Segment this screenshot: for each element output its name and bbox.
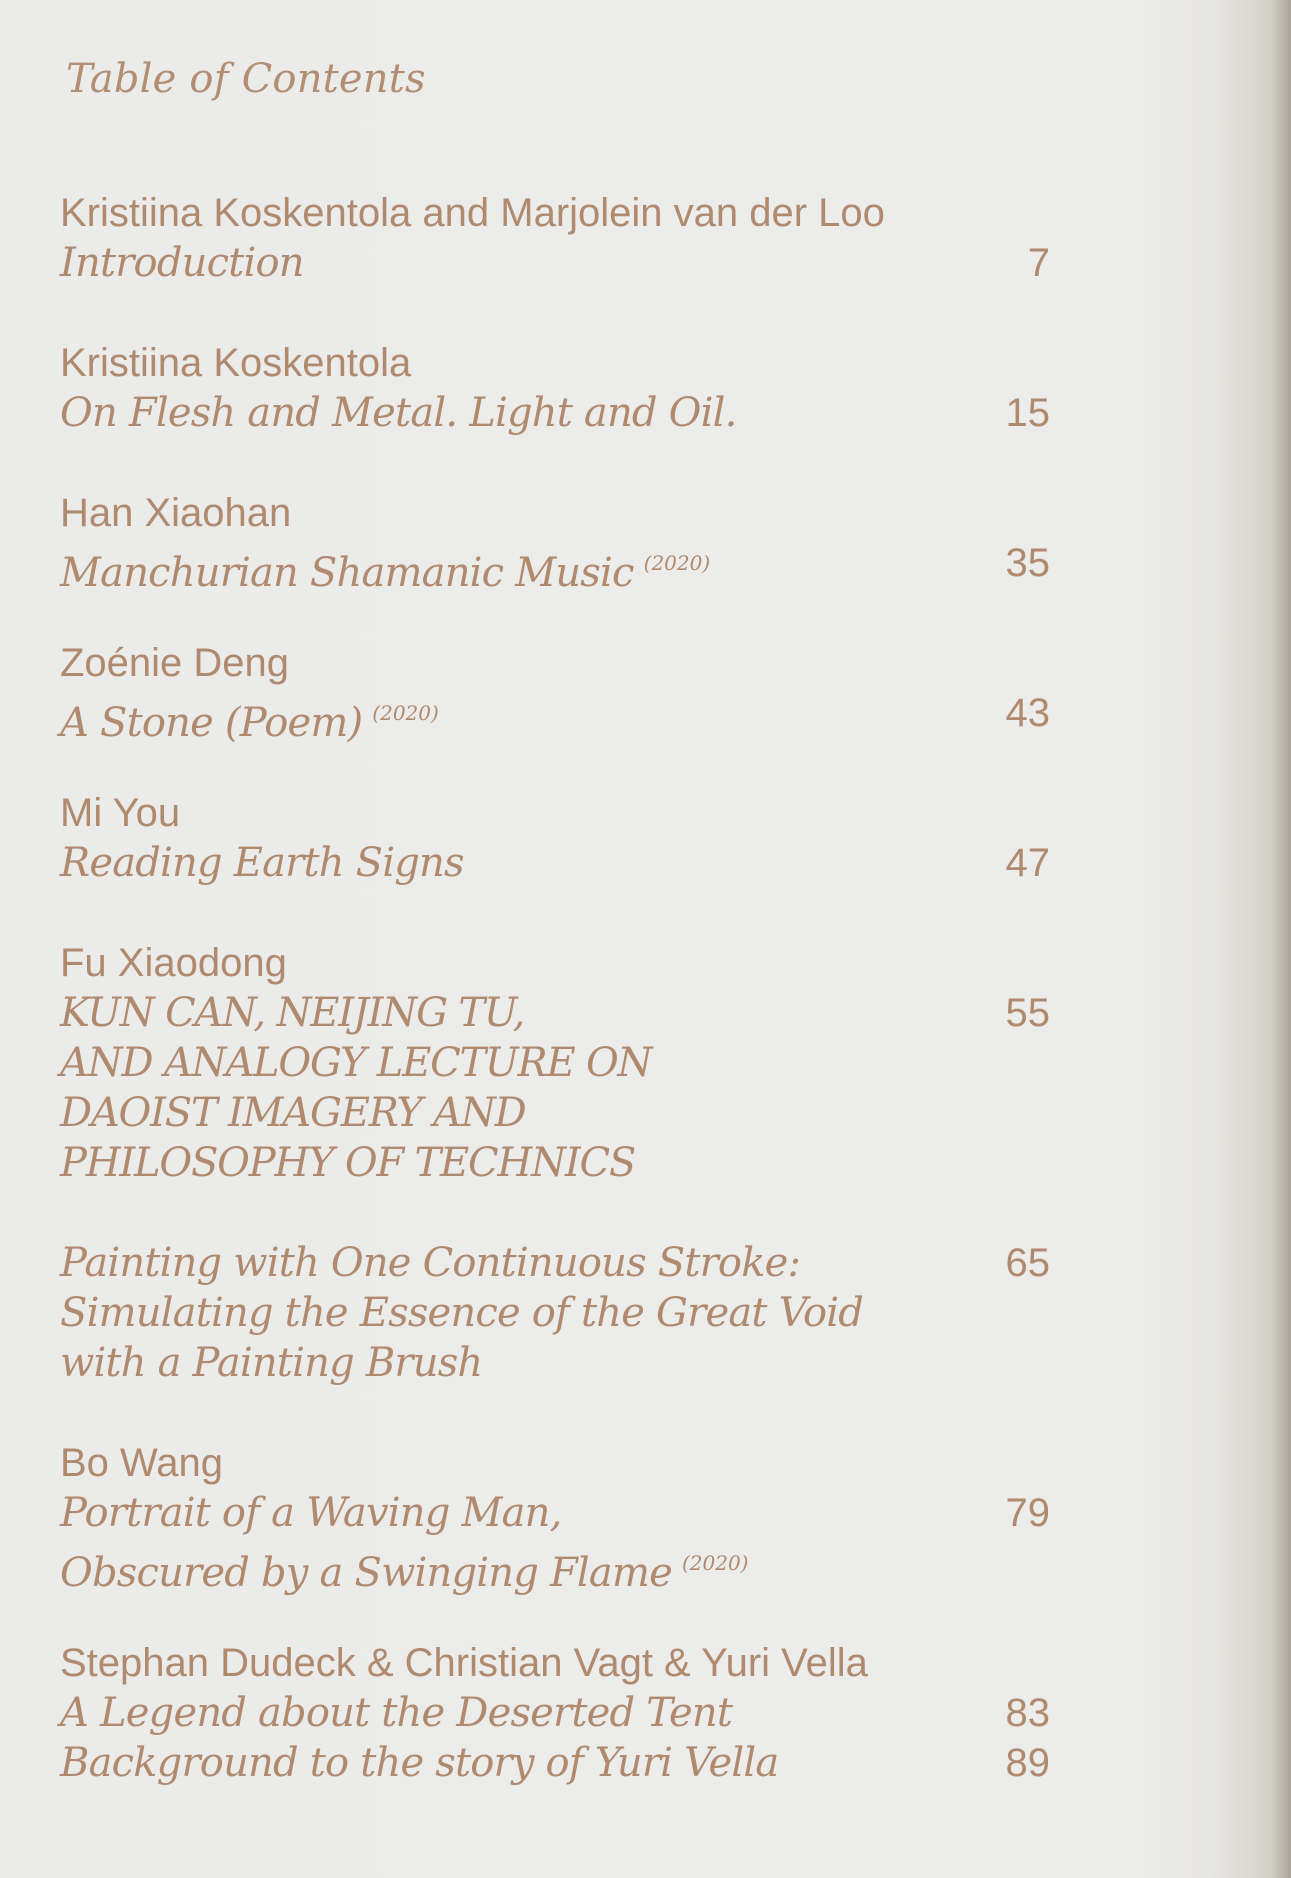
- entry-author: Zoénie Deng: [60, 641, 290, 685]
- entry-title: Introduction: [60, 240, 304, 286]
- entry-title: A Stone (Poem): [60, 700, 363, 746]
- entry-title-line: Obscured by a Swinging Flame: [60, 1550, 672, 1596]
- entry-author: Fu Xiaodong: [60, 941, 287, 985]
- entry-author: Kristiina Koskentola: [60, 341, 412, 385]
- entry-page-number: 89: [1005, 1741, 1050, 1785]
- entry-title-line: DAOIST IMAGERY AND: [60, 1090, 526, 1136]
- entry-author: Kristiina Koskentola and Marjolein van der Loo: [60, 191, 885, 235]
- toc-entry: [60, 1438, 1050, 1596]
- entry-title-line: with a Painting Brush: [60, 1340, 483, 1386]
- entry-page-number: 7: [1027, 241, 1050, 285]
- entry-page-number: 47: [1005, 841, 1050, 885]
- entry-page-number: 35: [1005, 541, 1050, 585]
- toc-entry: [60, 788, 1050, 888]
- toc-entry: [60, 1238, 1050, 1388]
- entry-page-number: 55: [1005, 991, 1050, 1035]
- entry-title-line: KUN CAN, NEIJING TU,: [60, 990, 525, 1036]
- entry-title-line: Simulating the Essence of the Great Void: [60, 1290, 864, 1336]
- entry-author: Mi You: [60, 791, 181, 835]
- entry-year: (2020): [643, 551, 711, 575]
- entry-title: Reading Earth Signs: [60, 840, 464, 886]
- entry-title-line: Painting with One Continuous Stroke:: [60, 1240, 801, 1286]
- entry-author: Han Xiaohan: [60, 491, 292, 535]
- toc-entry: [60, 338, 1050, 438]
- toc-entry: [60, 488, 1050, 596]
- toc-entry: [60, 1638, 1050, 1788]
- toc-entry: [60, 938, 1050, 1188]
- entry-page-number: 43: [1005, 691, 1050, 735]
- entry-author: Bo Wang: [60, 1441, 224, 1485]
- entry-page-number: 83: [1005, 1691, 1050, 1735]
- page-edge: [1269, 0, 1291, 1878]
- entry-title-line: PHILOSOPHY OF TECHNICS: [60, 1140, 636, 1186]
- entry-year: (2020): [681, 1551, 749, 1575]
- entry-author: Stephan Dudeck & Christian Vagt & Yuri Vella: [60, 1641, 868, 1685]
- toc-entry: [60, 638, 1050, 746]
- entry-title: Manchurian Shamanic Music: [60, 550, 634, 596]
- entry-page-number: 15: [1005, 391, 1050, 435]
- entry-title-line: Portrait of a Waving Man,: [60, 1490, 562, 1536]
- entry-title-line: A Legend about the Deserted Tent: [60, 1690, 733, 1736]
- entry-title-line: Background to the story of Yuri Vella: [60, 1740, 779, 1786]
- toc-entry: [60, 188, 1050, 288]
- entry-page-number: 79: [1005, 1491, 1050, 1535]
- entry-page-number: 65: [1005, 1241, 1050, 1285]
- entry-year: (2020): [372, 701, 439, 725]
- entry-title-line: AND ANALOGY LECTURE ON: [60, 1040, 652, 1086]
- entry-title: On Flesh and Metal. Light and Oil.: [60, 390, 737, 436]
- page-title: Table of Contents: [66, 56, 426, 102]
